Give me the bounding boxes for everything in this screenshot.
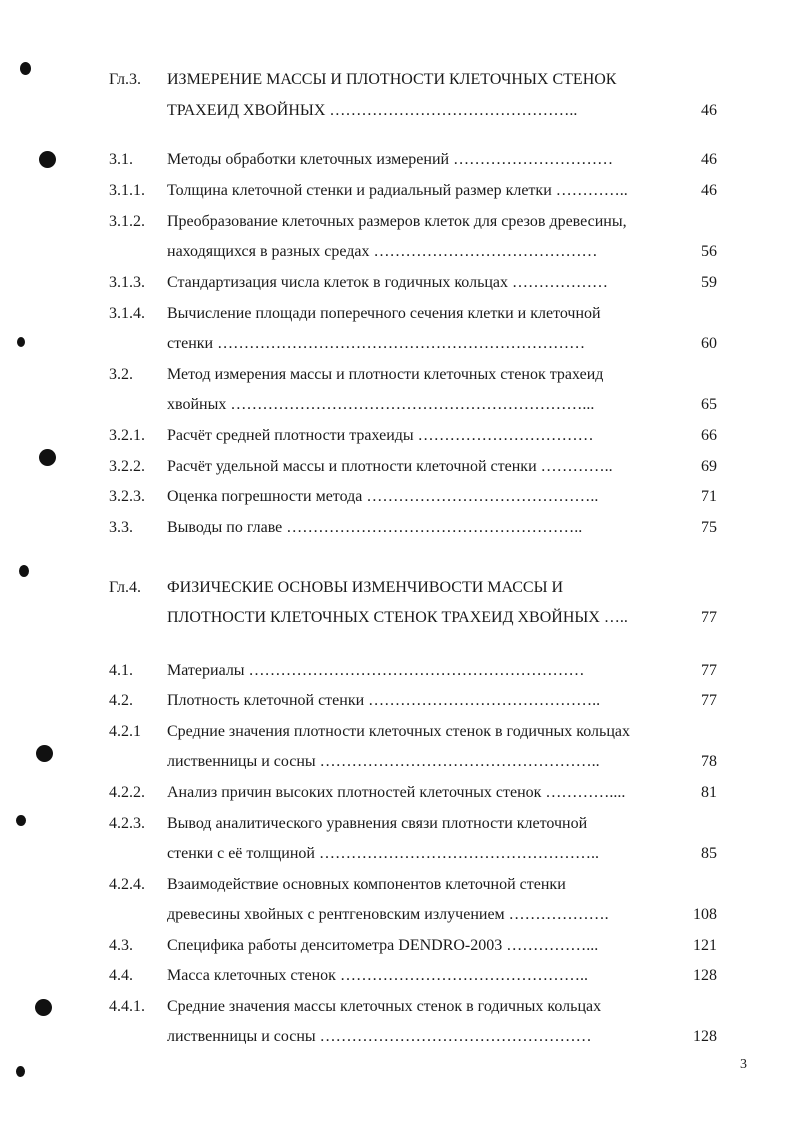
toc-line bbox=[0, 148, 794, 172]
toc-title: Масса клеточных стенок ……………………………………….. bbox=[167, 967, 588, 984]
toc-line bbox=[0, 689, 794, 713]
toc-line bbox=[0, 68, 794, 92]
toc-title: ПЛОТНОСТИ КЛЕТОЧНЫХ СТЕНОК ТРАХЕИД ХВОЙНЫХ ….. bbox=[167, 609, 628, 626]
toc-number: 3.3. bbox=[109, 519, 133, 536]
toc-title: лиственницы и сосны …………………………………………….. bbox=[167, 753, 600, 770]
toc-line bbox=[0, 720, 794, 744]
toc-line bbox=[0, 302, 794, 326]
toc-line bbox=[0, 210, 794, 234]
toc-line bbox=[0, 99, 794, 123]
toc-title: Выводы по главе ……………………………………………….. bbox=[167, 519, 583, 536]
toc-line bbox=[0, 455, 794, 479]
toc-number: 4.2.4. bbox=[109, 876, 145, 893]
toc-number: 4.4. bbox=[109, 967, 133, 984]
page-number: 3 bbox=[740, 1057, 747, 1072]
toc-number: Гл.4. bbox=[109, 579, 142, 596]
toc-title: Стандартизация числа клеток в годичных кольцах ……………… bbox=[167, 274, 609, 291]
toc-page: 65 bbox=[701, 396, 717, 413]
toc-number: 3.2.3. bbox=[109, 488, 145, 505]
toc-page: 121 bbox=[693, 937, 717, 954]
toc-title: древесины хвойных с рентгеновским излучением ………………. bbox=[167, 906, 609, 923]
toc-number: 3.1.4. bbox=[109, 305, 145, 322]
toc-number: 3.2. bbox=[109, 366, 133, 383]
toc-line bbox=[0, 363, 794, 387]
toc-title: Материалы ……………………………………………………… bbox=[167, 662, 585, 679]
toc-line bbox=[0, 485, 794, 509]
toc-title: Взаимодействие основных компонентов клеточной стенки bbox=[167, 876, 566, 893]
toc-page: 69 bbox=[701, 458, 717, 475]
toc-number: 4.1. bbox=[109, 662, 133, 679]
toc-title: лиственницы и сосны …………………………………………… bbox=[167, 1028, 592, 1045]
toc-page: 75 bbox=[701, 519, 717, 536]
toc-line bbox=[0, 516, 794, 540]
toc-line bbox=[0, 812, 794, 836]
toc-page: 77 bbox=[701, 662, 717, 679]
toc-page: 71 bbox=[701, 488, 717, 505]
toc-page: 128 bbox=[693, 1028, 717, 1045]
toc-page: 77 bbox=[701, 692, 717, 709]
toc-title: Методы обработки клеточных измерений ………………………… bbox=[167, 151, 614, 168]
toc-page: 46 bbox=[701, 182, 717, 199]
toc-title: Средние значения плотности клеточных стенок в годичных кольцах bbox=[167, 723, 630, 740]
toc-number: 3.2.2. bbox=[109, 458, 145, 475]
toc-line bbox=[0, 576, 794, 600]
toc-title: хвойных …………………………………………………………... bbox=[167, 396, 595, 413]
toc-line bbox=[0, 179, 794, 203]
toc-number: 3.1.3. bbox=[109, 274, 145, 291]
toc-title: Преобразование клеточных размеров клеток для срезов древесины, bbox=[167, 213, 627, 230]
toc-title: находящихся в разных средах …………………………………… bbox=[167, 243, 598, 260]
toc-page: 66 bbox=[701, 427, 717, 444]
toc-title: Специфика работы денситометра DENDRO-2003 ……………... bbox=[167, 937, 599, 954]
toc-page: 108 bbox=[693, 906, 717, 923]
toc-page: 60 bbox=[701, 335, 717, 352]
toc-page: 59 bbox=[701, 274, 717, 291]
toc-line bbox=[0, 964, 794, 988]
toc-line bbox=[0, 424, 794, 448]
toc-page: 81 bbox=[701, 784, 717, 801]
toc-line bbox=[0, 781, 794, 805]
toc-line bbox=[0, 393, 794, 417]
toc-title: Плотность клеточной стенки …………………………………….. bbox=[167, 692, 601, 709]
toc-number: 4.2.1 bbox=[109, 723, 141, 740]
toc-line bbox=[0, 903, 794, 927]
toc-title: Метод измерения массы и плотности клеточных стенок трахеид bbox=[167, 366, 604, 383]
toc-line bbox=[0, 606, 794, 630]
toc-title: ФИЗИЧЕСКИЕ ОСНОВЫ ИЗМЕНЧИВОСТИ МАССЫ И bbox=[167, 579, 564, 596]
toc-title: Толщина клеточной стенки и радиальный размер клетки ………….. bbox=[167, 182, 628, 199]
toc-line bbox=[0, 1025, 794, 1049]
toc-title: Средние значения массы клеточных стенок в годичных кольцах bbox=[167, 998, 602, 1015]
toc-number: 4.3. bbox=[109, 937, 133, 954]
toc-line bbox=[0, 842, 794, 866]
toc-line bbox=[0, 750, 794, 774]
toc-line bbox=[0, 240, 794, 264]
toc-line bbox=[0, 873, 794, 897]
toc-page: 46 bbox=[701, 151, 717, 168]
toc-page: 78 bbox=[701, 753, 717, 770]
toc-title: ТРАХЕИД ХВОЙНЫХ ……………………………………….. bbox=[167, 102, 578, 119]
toc-page: 46 bbox=[701, 102, 717, 119]
toc-title: Анализ причин высоких плотностей клеточных стенок ………….... bbox=[167, 784, 626, 801]
toc-number: 3.2.1. bbox=[109, 427, 145, 444]
toc-page: 85 bbox=[701, 845, 717, 862]
toc-title: Вычисление площади поперечного сечения клетки и клеточной bbox=[167, 305, 601, 322]
toc-number: 4.4.1. bbox=[109, 998, 145, 1015]
toc-page: 77 bbox=[701, 609, 717, 626]
toc-page: 128 bbox=[693, 967, 717, 984]
toc-number: 3.1. bbox=[109, 151, 133, 168]
toc-number: 4.2. bbox=[109, 692, 133, 709]
toc-title: стенки …………………………………………………………… bbox=[167, 335, 586, 352]
toc-line bbox=[0, 934, 794, 958]
toc-line bbox=[0, 659, 794, 683]
toc-line bbox=[0, 332, 794, 356]
toc-number: 3.1.1. bbox=[109, 182, 145, 199]
toc-number: Гл.3. bbox=[109, 71, 142, 88]
toc-page: 56 bbox=[701, 243, 717, 260]
punch-hole-9 bbox=[16, 1066, 25, 1077]
toc-number: 4.2.3. bbox=[109, 815, 145, 832]
toc-title: Вывод аналитического уравнения связи плотности клеточной bbox=[167, 815, 588, 832]
toc-number: 4.2.2. bbox=[109, 784, 145, 801]
toc-title: ИЗМЕРЕНИЕ МАССЫ И ПЛОТНОСТИ КЛЕТОЧНЫХ СТЕНОК bbox=[167, 71, 617, 88]
toc-title: Расчёт удельной массы и плотности клеточной стенки ………….. bbox=[167, 458, 613, 475]
toc-title: Расчёт средней плотности трахеиды …………………………… bbox=[167, 427, 594, 444]
toc-title: стенки с её толщиной …………………………………………….. bbox=[167, 845, 599, 862]
toc-title: Оценка погрешности метода …………………………………….. bbox=[167, 488, 599, 505]
toc-number: 3.1.2. bbox=[109, 213, 145, 230]
toc-line bbox=[0, 995, 794, 1019]
toc-line bbox=[0, 271, 794, 295]
